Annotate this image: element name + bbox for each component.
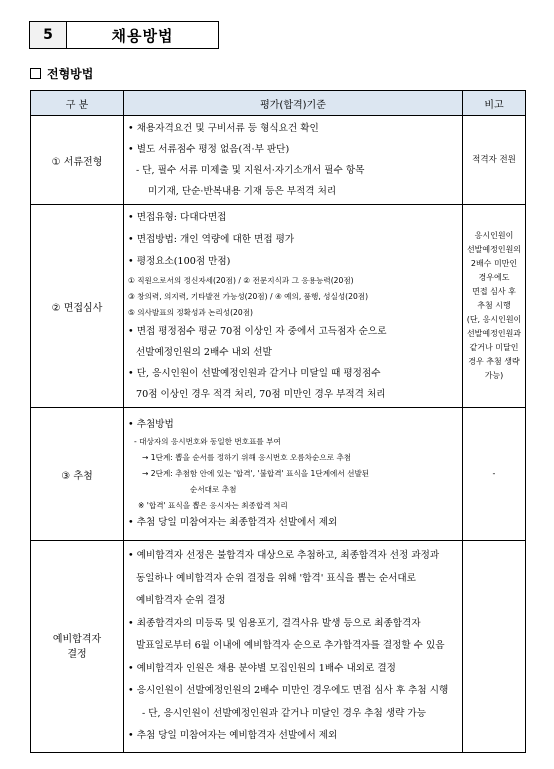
criteria-line: • 채용자격요건 및 구비서류 등 형식요건 확인 bbox=[128, 123, 319, 134]
table-row-document-screening bbox=[31, 116, 526, 205]
criteria-line: 순서대로 추첨 bbox=[190, 485, 237, 494]
row-criteria bbox=[124, 541, 463, 753]
criteria-line: 동일하나 예비합격자 순위 결정을 위해 '합격' 표식을 뽑는 순서대로 bbox=[136, 572, 416, 584]
table-row-lottery bbox=[31, 408, 526, 541]
criteria-line: - 단, 필수 서류 미제출 및 지원서·자기소개서 필수 항목 bbox=[136, 165, 365, 176]
criteria-line: → 2단계: 추첨함 안에 있는 '합격', '불합격' 표식을 1단계에서 선발된 bbox=[142, 469, 370, 478]
subheading bbox=[30, 65, 93, 82]
criteria-line: • 면접유형: 다대다면접 bbox=[128, 212, 227, 223]
criteria-line: • 응시인원이 선발예정인원의 2배수 미만인 경우에도 면접 심사 후 추첨 시행 bbox=[128, 685, 449, 697]
row-category: ③ 추첨 bbox=[31, 408, 124, 541]
category-line: 결정 bbox=[67, 648, 87, 660]
criteria-line: • 예비합격자 인원은 채용 분야별 모집인원의 1배수 내외로 결정 bbox=[128, 662, 396, 674]
note-line: 면접 심사 후 bbox=[472, 287, 516, 296]
table-header-row bbox=[31, 91, 526, 116]
header-criteria: 평가(합격)기준 bbox=[124, 91, 463, 116]
criteria-line: • 면접방법: 개인 역량에 대한 면접 평가 bbox=[128, 234, 295, 245]
criteria-line: ⑤ 의사발표의 정확성과 논리성(20점) bbox=[128, 308, 253, 317]
section-number: 5 bbox=[30, 22, 67, 48]
row-note: - bbox=[463, 408, 526, 541]
criteria-line: • 면접 평정점수 평균 70점 이상인 자 중에서 고득점자 순으로 bbox=[128, 326, 387, 337]
row-note bbox=[463, 541, 526, 753]
note-line: 응시인원이 bbox=[474, 231, 514, 240]
criteria-line: • 추첨 당일 미참여자는 최종합격자 선발에서 제외 bbox=[128, 517, 338, 528]
criteria-line: • 추첨방법 bbox=[128, 419, 174, 430]
row-criteria bbox=[124, 116, 463, 205]
criteria-line: • 최종합격자의 미등록 및 임용포기, 결격사유 발생 등으로 최종합격자 bbox=[128, 617, 421, 629]
criteria-line: 발표일로부터 6월 이내에 예비합격자 순으로 추가합격자를 결정할 수 있음 bbox=[136, 640, 445, 652]
note-line: 2배수 미만인 bbox=[470, 259, 518, 268]
criteria-line: • 단, 응시인원이 선발예정인원과 같거나 미달일 때 평정점수 bbox=[128, 368, 381, 379]
criteria-line: • 추첨 당일 미참여자는 예비합격자 선발에서 제외 bbox=[128, 730, 338, 742]
header-category: 구 분 bbox=[31, 91, 124, 116]
table-row-interview bbox=[31, 205, 526, 408]
criteria-line: - 대상자의 응시번호와 동일한 번호표를 부여 bbox=[134, 437, 281, 446]
subheading-text: 전형방법 bbox=[47, 67, 94, 81]
criteria-line: 선발예정인원의 2배수 내외 선발 bbox=[136, 347, 272, 358]
criteria-line: - 단, 응시인원이 선발예정인원과 같거나 미달인 경우 추첨 생략 가능 bbox=[142, 707, 426, 719]
criteria-line: ③ 창의력, 의지력, 기타발전 가능성(20점) / ④ 예의, 품행, 성실성(20점) bbox=[128, 292, 369, 301]
checkbox-square-icon bbox=[30, 68, 41, 79]
note-line: (단, 응시인원이 bbox=[466, 315, 522, 324]
section-header bbox=[29, 21, 219, 49]
row-criteria bbox=[124, 205, 463, 408]
criteria-line: ① 직원으로서의 정신자세(20점) / ② 전문지식과 그 응용능력(20점) bbox=[128, 276, 354, 285]
row-criteria bbox=[124, 408, 463, 541]
note-line: 추첨 시행 bbox=[477, 301, 511, 310]
note-line: 가능) bbox=[484, 371, 504, 380]
criteria-line: 70점 이상인 경우 적격 처리, 70점 미만인 경우 부적격 처리 bbox=[136, 389, 386, 400]
criteria-line: 미기재, 단순·반복내용 기재 등은 부적격 처리 bbox=[148, 186, 337, 197]
note-line: 선발예정인원의 bbox=[466, 245, 522, 254]
criteria-line: • 예비합격자 선정은 불합격자 대상으로 추첨하고, 최종합격자 선정 과정과 bbox=[128, 550, 440, 562]
note-line: 경우 추첨 생략 bbox=[468, 357, 520, 366]
row-category: ② 면접심사 bbox=[31, 205, 124, 408]
category-line: 예비합격자 bbox=[52, 633, 102, 645]
header-note: 비고 bbox=[463, 91, 526, 116]
note-line: 선발예정인원과 bbox=[466, 329, 522, 338]
note-line: 경우에도 bbox=[478, 273, 510, 282]
row-note: 적격자 전원 bbox=[463, 116, 526, 205]
criteria-line: • 평정요소(100점 만점) bbox=[128, 256, 231, 267]
row-category bbox=[31, 541, 124, 753]
section-title: 채용방법 bbox=[111, 26, 174, 45]
row-note bbox=[463, 205, 526, 408]
table-row-reserve bbox=[31, 541, 526, 753]
row-category: ① 서류전형 bbox=[31, 116, 124, 205]
note-line: 같거나 미달인 bbox=[469, 343, 519, 352]
criteria-line: → 1단계: 뽑을 순서를 정하기 위해 응시번호 오름차순으로 추첨 bbox=[142, 453, 352, 462]
criteria-line: ※ '합격' 표식을 뽑은 응시자는 최종합격 처리 bbox=[138, 501, 288, 510]
criteria-line: 예비합격자 순위 결정 bbox=[136, 595, 226, 607]
criteria-line: • 별도 서류점수 평정 없음(적·부 판단) bbox=[128, 144, 290, 155]
selection-method-table bbox=[30, 90, 526, 753]
